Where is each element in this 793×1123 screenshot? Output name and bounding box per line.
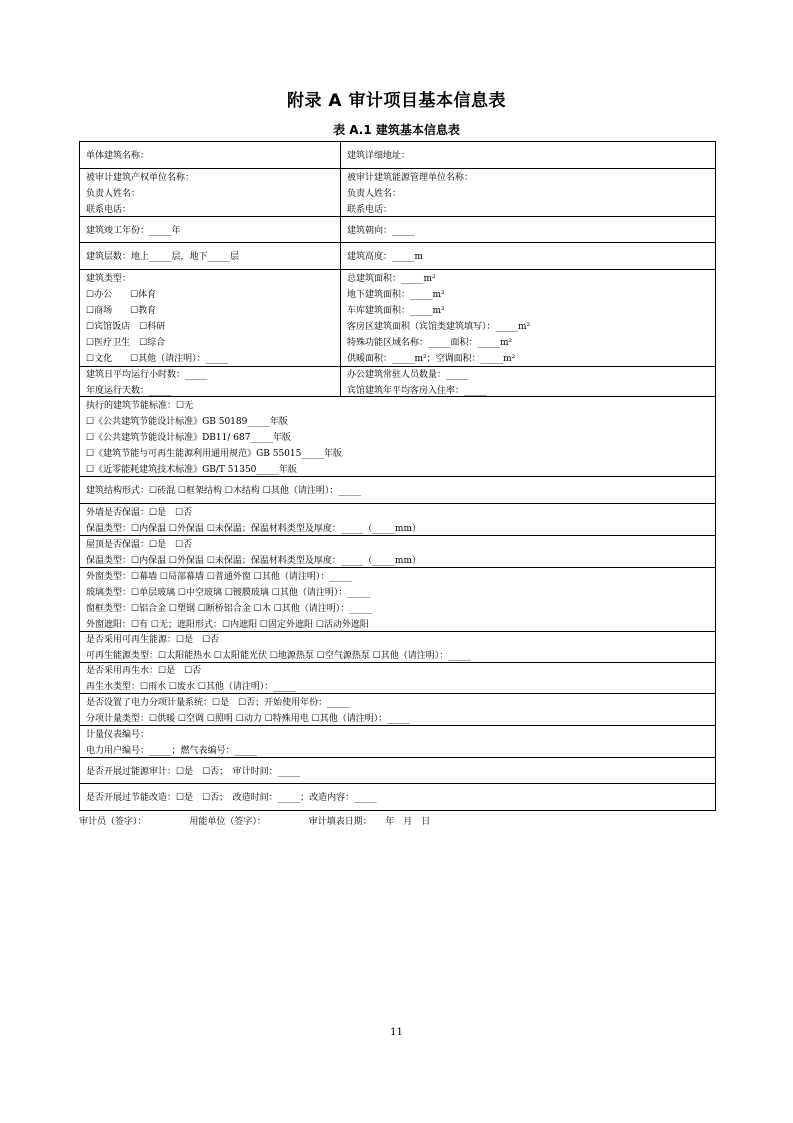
table-cell-left (80, 367, 341, 396)
table-cell-right (341, 142, 715, 168)
table-row (80, 503, 715, 535)
field-line: 外窗类型：☐幕墙 ☐局部幕墙 ☐普通外窗 ☐其他（请注明）：_____ (86, 571, 352, 582)
page-title: 附录 A 审计项目基本信息表 (287, 91, 506, 111)
field-line: 是否采用再生水：☐是 ☐否 (86, 666, 202, 676)
table-cell-left (80, 243, 341, 269)
field-line: 可再生能源类型：☐太阳能热水 ☐太阳能光伏 ☐地源热泵 ☐空气源热泵 ☐其他（请注明）：_____ (86, 651, 471, 661)
fill-date-label: 审计填表日期： 年 月 日 (308, 817, 431, 827)
field-line: ☐商场 ☐教育 (86, 306, 157, 316)
field-line: 是否开展过节能改造：☐是 ☐否； 改造时间：_____；改造内容：_____ (86, 793, 377, 803)
building-info-table (79, 141, 716, 811)
field-line: 计量仪表编号： (86, 729, 150, 740)
field-line: 保温类型：☐内保温 ☐外保温 ☐未保温；保温材料类型及厚度：_____（_____mm） (86, 523, 421, 534)
table-cell-right (341, 217, 715, 242)
field-line: 是否采用可再生能源：☐是 ☐否 (86, 635, 220, 645)
table-cell-full (80, 504, 715, 535)
field-line: 客房区建筑面积（宾馆类建筑填写）：_____m² (347, 322, 531, 332)
table-row (80, 535, 715, 567)
table-cell-left (80, 169, 341, 216)
field-line: 建筑竣工年份：_____年 (86, 225, 181, 236)
table-cell-full (80, 694, 715, 725)
table-cell-full (80, 568, 715, 631)
table-cell-right (341, 243, 715, 269)
field-line: 电力用户编号：_____；燃气表编号：_____ (86, 745, 258, 756)
field-line: 负责人姓名： (86, 188, 141, 199)
table-cell-right (341, 169, 715, 216)
field-line: 宾馆建筑年平均客房入住率：_____ (347, 385, 487, 396)
table-cell-left (80, 142, 341, 168)
field-line: 建筑朝向：_____ (347, 225, 415, 236)
field-line: 年度运行天数：_____ (86, 385, 172, 396)
field-line: 地下建筑面积：_____m² (347, 290, 445, 300)
table-row (80, 567, 715, 631)
field-line: 负责人姓名： (347, 188, 402, 199)
field-line: 被审计建筑能源管理单位名称： (347, 172, 474, 183)
field-line: 联系电话： (86, 204, 132, 215)
field-line: 建筑高度：_____m (347, 252, 424, 262)
field-line: 联系电话： (347, 204, 393, 215)
table-cell-full (80, 784, 715, 810)
table-cell-full (80, 726, 715, 757)
field-line: 外窗遮阳：☐有 ☐无；遮阳形式：☐内遮阳 ☐固定外遮阳 ☐活动外遮阳 (86, 619, 369, 630)
field-line: ☐文化 ☐其他（请注明）：_____ (86, 354, 229, 364)
table-row (80, 216, 715, 242)
table-row (80, 168, 715, 216)
field-line: 办公建筑常驻人员数量：_____ (347, 369, 469, 380)
field-line: 建筑详细地址： (347, 151, 411, 161)
table-row (80, 142, 715, 168)
table-cell-full (80, 758, 715, 783)
table-cell-full (80, 663, 715, 693)
field-line: 车库建筑面积：_____m² (347, 306, 445, 316)
table-cell-left (80, 270, 341, 366)
table-row (80, 396, 715, 476)
table-cell-full (80, 477, 715, 503)
page-number: 11 (390, 1027, 403, 1038)
field-line: ☐《建筑节能与可再生能源利用通用规范》GB 55015_____年版 (86, 448, 342, 459)
field-line: ☐《近零能耗建筑技术标准》GB/T 51350_____年版 (86, 464, 297, 475)
table-cell-full (80, 397, 715, 476)
field-line: 建筑结构形式：☐砖混 ☐框架结构 ☐木结构 ☐其他（请注明）：_____ (86, 486, 361, 496)
field-line: 是否开展过能源审计：☐是 ☐否； 审计时间：_____ (86, 766, 301, 777)
table-row (80, 757, 715, 783)
field-line: 玻璃类型：☐单层玻璃 ☐中空玻璃 ☐镀膜玻璃 ☐其他（请注明）：_____ (86, 587, 370, 598)
field-line: ☐《公共建筑节能设计标准》GB 50189_____年版 (86, 416, 288, 427)
field-line: 建筑类型： (86, 274, 132, 284)
table-row (80, 269, 715, 366)
field-line: 特殊功能区域名称：_____面积：_____m² (347, 338, 513, 348)
field-line: ☐医疗卫生 ☐综合 (86, 338, 166, 348)
table-row (80, 242, 715, 269)
table-cell-right (341, 270, 715, 366)
table-title: 表 A.1 建筑基本信息表 (333, 123, 460, 137)
field-line: 再生水类型：☐雨水 ☐废水 ☐其他（请注明）：_____ (86, 682, 296, 692)
table-row (80, 725, 715, 757)
field-line: 屋顶是否保温：☐是 ☐否 (86, 539, 193, 550)
field-line: 窗框类型：☐铝合金 ☐塑钢 ☐断桥铝合金 ☐木 ☐其他（请注明）：_____ (86, 603, 372, 614)
field-line: ☐《公共建筑节能设计标准》DB11/ 687_____年版 (86, 432, 291, 443)
field-line: 供暖面积：_____m²；空调面积：_____m² (347, 354, 516, 364)
table-row (80, 783, 715, 810)
field-line: 是否设置了电力分项计量系统：☐是 ☐否；开始使用年份：_____ (86, 697, 350, 708)
field-line: 总建筑面积：_____m² (347, 274, 436, 284)
field-line: ☐办公 ☐体育 (86, 290, 157, 300)
table-row (80, 693, 715, 725)
field-line: 建筑日平均运行小时数：_____ (86, 369, 208, 380)
table-cell-left (80, 217, 341, 242)
energy-unit-signature-label: 用能单位（签字）： (189, 817, 266, 827)
field-line: 单体建筑名称： (86, 151, 150, 161)
field-line: 执行的建筑节能标准：☐无 (86, 400, 194, 411)
table-cell-full (80, 632, 715, 662)
field-line: 建筑层数：地上_____层，地下_____层 (86, 252, 240, 262)
signature-footer (79, 814, 470, 827)
field-line: 分项计量类型：☐供暖 ☐空调 ☐照明 ☐动力 ☐特殊用电 ☐其他（请注明）：_____ (86, 713, 410, 724)
table-row (80, 366, 715, 396)
table-cell-right (341, 367, 715, 396)
field-line: ☐宾馆饭店 ☐科研 (86, 322, 166, 332)
field-line: 外墙是否保温：☐是 ☐否 (86, 507, 193, 518)
table-row (80, 662, 715, 693)
table-cell-full (80, 536, 715, 567)
table-row (80, 476, 715, 503)
auditor-signature-label: 审计员（签字）： (79, 817, 147, 827)
field-line: 保温类型：☐内保温 ☐外保温 ☐未保温；保温材料类型及厚度：_____（_____mm） (86, 555, 421, 566)
field-line: 被审计建筑产权单位名称： (86, 172, 195, 183)
table-row (80, 631, 715, 662)
